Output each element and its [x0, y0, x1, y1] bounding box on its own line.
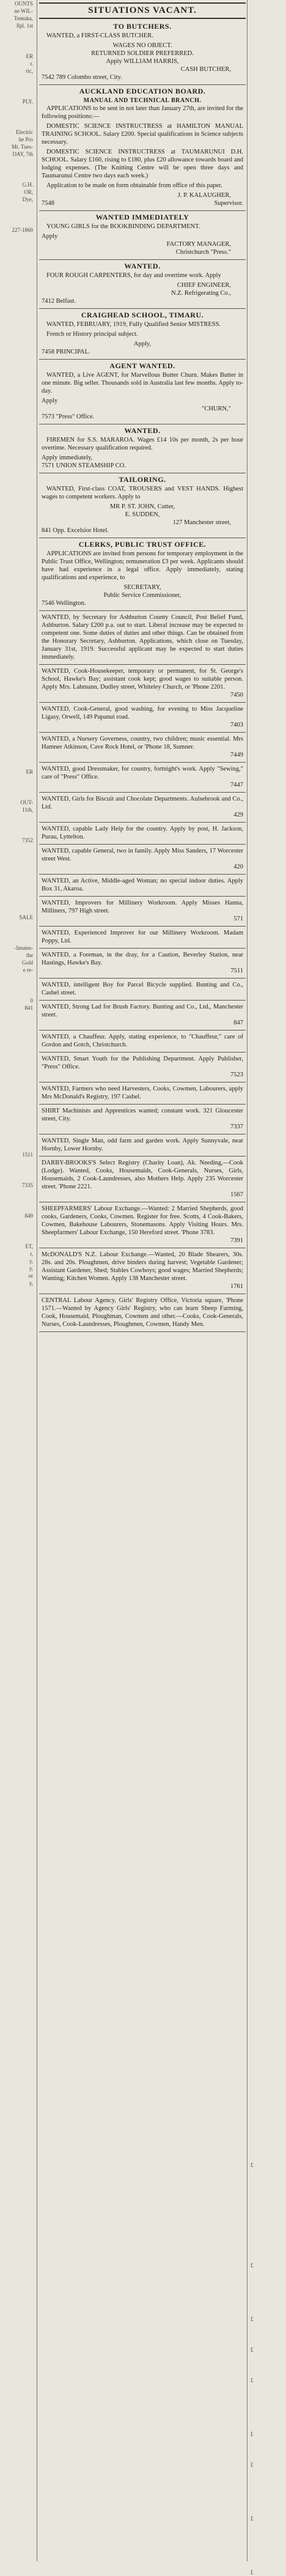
ad-line: 7412 Belfast.	[42, 298, 76, 305]
ad-line: FACTORY MANAGER,	[166, 241, 231, 248]
classified-ad	[39, 733, 246, 763]
right-margin-fragment: £	[251, 2162, 254, 2168]
right-margin-fragment: £	[251, 2462, 254, 2468]
left-margin-fragment: y,	[29, 1258, 33, 1264]
ad-line: Apply,	[133, 341, 152, 347]
ad-line: 127 Manchester street,	[172, 519, 231, 526]
classified-ad	[39, 875, 246, 897]
left-margin-fragment: y,	[29, 1265, 33, 1271]
left-margin-fragment: OR,	[24, 189, 33, 195]
ad-line: Apply	[42, 233, 58, 240]
classified-ad-ref: 429	[233, 812, 243, 818]
classified-ad-text: WANTED, capable General, two in family. Apply Miss Sanders, 17 Worcester street West.	[42, 848, 243, 862]
ad-line: 7571 UNION STEAMSHIP CO.	[42, 462, 126, 469]
classified-ad-text: WANTED, Farmers who need Harvesters, Cooks, Cowmen, Labourers, apply Mrs McDonald's Registry, 197 Cashel.	[42, 1086, 243, 1100]
classified-ad	[39, 1053, 246, 1083]
ad-paragraph: APPLICATIONS are invited from persons for temporary employment in the Public Trust Office, Wellington; remuneration £3 per week. Applicants should have had experience in a legal office. Apply immediately, stating qualifications and experience, to	[42, 550, 243, 581]
ad-agent-wanted	[39, 360, 246, 424]
ad-line: WANTED, a FIRST-CLASS BUTCHER.	[46, 32, 153, 39]
classified-ad-text: SHEEPFARMERS' Labour Exchange.—Wanted: 2 Married Shepherds, good cooks, Gardeners, Cooks, Cowmen. Register for free. Scotts, 4 Cook-Bakers, Cowmen, Bakehouse Labourers, Stonemasons. Apply Visiting Hours. Mrs. Sheepfarmers' Labour Exchange, 150 Hereford street. 'Phone 3783.	[42, 1205, 243, 1236]
classified-ad	[39, 1001, 246, 1031]
ad-paragraph: DOMESTIC SCIENCE INSTRUCTRESS at TAUMARUNUI D.H. SCHOOL. Salary £160, rising to £180, plus £20 allowance towards board and lodging expenses. (The Knitting Centre will be open three days and Taumarunui Centre two days each week.)	[42, 149, 243, 179]
classified-ad-ref: 7511	[230, 968, 243, 974]
left-margin-fragment: 7335	[22, 1182, 33, 1188]
ad-firemen	[39, 424, 246, 473]
ad-body	[42, 320, 243, 356]
left-margin-fragment: 1511	[22, 1152, 33, 1158]
classified-ad-text: WANTED, by Secretary for Ashburton County Council, Post Belief Fund, Ashburton. Salary £200 p.a. out to start. Liberal increase may be expected to competent one. Some duties of duties and other things. Can be obtained from the Honorary Secretary, Ashburton. Applications, which close on Tuesday, January 31st, 1919. Successful applicant may be expected to start duties immediately.	[42, 614, 243, 661]
right-margin-strip	[248, 0, 286, 2575]
ad-body	[42, 550, 243, 607]
left-margin-fragment: r.	[30, 61, 33, 67]
classified-ad	[39, 979, 246, 1001]
classified-ad-ref: 7403	[230, 722, 243, 728]
right-margin-fragment: £	[251, 2316, 254, 2322]
classified-ad-text: WANTED, Cook-Housekeeper, temporary or permanent, for St. George's School, Hawke's Bay; assistant cook kept; good wages to suitable person. Apply Mrs. Lahmann, Dudley street, Whiteley Church, or 'Phone 2201.	[42, 668, 243, 690]
right-margin-fragment: £	[251, 2515, 254, 2522]
classified-ad-text: CENTRAL Labour Agency, Girls' Registry Office, Victoria square, 'Phone 1571.—Wanted by Agency Girls' Registry, who can learn Sheep Farming, Cook, Housemaid, Ploughman, Cowmen and other.—Cooks, Cook-Generals, Nurses, Cook-Laundresses, Ploughmen, Cowmen, Handy Men.	[42, 1297, 243, 1328]
ad-subtitle: MANUAL AND TECHNICAL BRANCH.	[83, 97, 202, 104]
left-margin-fragment: ne WIL-	[14, 8, 33, 14]
left-margin-fragment: 0	[30, 997, 33, 1004]
classified-ad	[39, 665, 246, 703]
left-margin-fragment: r,	[30, 1251, 33, 1257]
ad-signature-role: Supervisor.	[214, 200, 243, 207]
left-margin-fragment: DAY, 7th	[12, 151, 33, 157]
classified-ad-ref: 571	[233, 916, 243, 922]
left-margin-fragment: G.H.	[22, 182, 33, 188]
classified-ad	[39, 611, 246, 665]
classified-ad	[39, 823, 246, 845]
classified-ad	[39, 949, 246, 979]
ad-body	[42, 105, 243, 190]
classified-ad-text: WANTED, a Foreman, in the dray, for a Caution, Beverley Station, near Hastings, Hawke's Bay.	[42, 952, 243, 966]
left-margin-fragment: OUT-	[20, 799, 33, 805]
left-margin-fragment: Mt. Tues-	[11, 144, 33, 150]
classified-ad	[39, 703, 246, 733]
left-margin-fragment: ER	[26, 53, 33, 59]
ad-line: 7458 PRINCIPAL.	[42, 349, 90, 355]
ad-line: French or History principal subject.	[46, 331, 138, 338]
situations-vacant-column	[39, 0, 246, 2561]
left-margin-fragment: SALE	[19, 914, 33, 920]
classified-ad-text: SHIRT Machinists and Apprentices wanted; constant work. 321 Gloucester street, City.	[42, 1108, 243, 1122]
ad-paragraph: DOMESTIC SCIENCE INSTRUCTRESS at HAMILTON MANUAL TRAINING SCHOOL. Salary £200. Special qualifications in Science subjects necessary.	[42, 123, 243, 146]
classified-smalls	[39, 611, 246, 1332]
ad-bookbinding	[39, 211, 246, 260]
classified-ad-text: WANTED, a Nursery Governess, country, two children; music essential. Mrs Hamner Atkinson, Cave Rock Hotel, or 'Phone 18, Sumner.	[42, 736, 243, 750]
classified-ad-ref: 420	[233, 864, 243, 870]
ad-line: Apply	[42, 398, 58, 404]
ad-line: Public Service Commissioner,	[103, 592, 182, 599]
classified-ad-ref: 7449	[230, 752, 243, 758]
ad-paragraph: Application to be made on form obtainable from office of this paper.	[46, 182, 222, 189]
classified-ad	[39, 1105, 246, 1134]
ad-title: CLERKS, PUBLIC TRUST OFFICE.	[78, 540, 207, 549]
left-margin-fragment: the	[26, 952, 33, 958]
ad-body	[42, 223, 243, 256]
classified-ad-text: WANTED, an Active, Middle-aged Woman; no special indoor duties. Apply Box 31, Akaroa.	[42, 878, 243, 892]
ad-to-butchers	[39, 20, 246, 85]
left-margin-fragment: ER	[26, 769, 33, 775]
ad-title: WANTED.	[124, 426, 161, 435]
ad-line: Apply immediately,	[42, 454, 93, 461]
left-margin-fragment: he Pro	[18, 136, 33, 142]
ad-public-trust-office	[39, 538, 246, 611]
ad-line: E. SUDDEN,	[125, 511, 160, 518]
left-margin-fragment: ric,	[26, 68, 33, 74]
ad-line: 7546 Wellington.	[42, 600, 86, 607]
left-margin-fragment: y,	[29, 1280, 33, 1286]
ad-signature	[42, 199, 243, 207]
classified-ad	[39, 1134, 246, 1157]
left-margin-fragment: 11th,	[22, 807, 33, 813]
classified-ad-ref: 1761	[230, 1283, 243, 1290]
classified-ad-text: WANTED, Experienced Improver for our Millinery Workroom. Madam Poppy, Ltd.	[42, 930, 243, 944]
ad-line: 7542 789 Colombo street, City.	[42, 74, 122, 81]
classified-ad-text: DARBY-BROOKS'S Select Registry (Charity Loan), Ak. Needing,—Cook (Lodge). Wanted, Cooks, Housemaids, Cook-Generals, Nurses, Girls, Housemaids, 2 Cook-Laundresses, also Mothers Help. Apply 235 Worcester street. 'Phone 2221.	[42, 1160, 243, 1190]
left-margin-fragment: 7352	[22, 837, 33, 843]
classified-ad	[39, 1083, 246, 1105]
ad-carpenters	[39, 260, 246, 309]
ad-body	[42, 485, 243, 535]
ad-line: YOUNG GIRLS for the BOOKBINDING DEPARTMENT.	[46, 223, 200, 230]
ad-line: MR P. ST. JOHN, Cutter,	[109, 503, 175, 510]
classified-ad-text: WANTED, Cook-General, good washing, for evening to Miss Jacqueline Ligasy, Orwell, 149 Papanui road.	[42, 706, 243, 720]
left-margin-fragment: Temuka,	[13, 15, 33, 21]
classified-ad	[39, 1294, 246, 1332]
classified-ad-text: WANTED, Strong Lad for Brush Factory. Bunting and Co., Ltd., Manchester street.	[42, 1004, 243, 1018]
left-margin-fragment: e re-	[23, 967, 33, 973]
right-margin-fragment: £	[251, 2569, 254, 2575]
left-margin-fragment: Dye,	[22, 196, 33, 202]
classified-ad-ref: 7523	[230, 1071, 243, 1078]
classified-ad-text: WANTED, Improvers for Millinery Workroom. Apply Misses Hanna, Milliners, 797 High street.	[42, 900, 243, 914]
left-margin-fragment: OUNTS	[14, 1, 33, 7]
classified-ad-ref: 1567	[230, 1191, 243, 1198]
ad-line: 841 Opp. Excelsior Hotel.	[42, 527, 109, 534]
ad-line: N.Z. Refrigerating Co.,	[171, 290, 231, 297]
ad-title: TO BUTCHERS.	[113, 22, 172, 31]
ad-line: FIREMEN for S.S. MARAROA. Wages £14 10s per month, 2s per hour overtime. Necessary qualification required.	[42, 437, 243, 451]
classified-ad	[39, 927, 246, 949]
classified-ad	[39, 1202, 246, 1248]
classified-ad	[39, 845, 246, 875]
ad-line: WANTED, First-class COAT, TROUSERS and VEST HANDS. Highest wages to competent workers. Apply to	[42, 486, 243, 500]
ad-line: SECRETARY,	[123, 584, 161, 591]
ad-line: CHIEF ENGINEER,	[177, 282, 231, 289]
classified-ad-text: WANTED, Smart Youth for the Publishing Department. Apply Publisher, "Press" Office.	[42, 1056, 243, 1070]
ad-auckland-education-board	[39, 85, 246, 211]
classified-ad	[39, 1157, 246, 1202]
left-margin-fragment: 849	[24, 1213, 33, 1219]
classified-ad-text: WANTED, capable Lady Help for the country. Apply by post, H. Jackson, Purau, Lyttelton.	[42, 826, 243, 840]
ad-paragraph: APPLICATIONS to be sent in not later than January 27th, are invited for the following positions:—	[42, 105, 243, 120]
left-margin-fragment: or	[28, 1273, 33, 1279]
left-margin-fragment: -lieuten-	[14, 945, 33, 951]
right-margin-fragment: £	[251, 2262, 254, 2268]
classified-ad-ref: 7447	[230, 782, 243, 788]
ad-ref: 7548	[42, 200, 54, 207]
ad-line: CASH BUTCHER,	[180, 66, 231, 73]
ad-line: RETURNED SOLDIER PREFERRED.	[91, 50, 194, 57]
ad-title: AUCKLAND EDUCATION BOARD.	[79, 87, 206, 95]
left-margin-fragment: ET,	[25, 1243, 33, 1249]
classified-ad-ref: 7450	[230, 692, 243, 698]
classified-ad-ref: 7391	[230, 1237, 243, 1244]
ad-body	[42, 371, 243, 421]
right-margin-fragment: £	[251, 2431, 254, 2437]
section-title: SITUATIONS VACANT.	[39, 2, 246, 19]
ad-title: TAILORING.	[119, 475, 166, 484]
classified-ad-text: McDONALD'S N.Z. Labour Exchange.—Wanted, 20 Blade Shearers, 30s. 28s. and 20s. Ploughmen, drive binders during harvest; Vegetable Gardener; Assistant Gardener, Shed; Stables Cowboys; good wages; Married Shepherds; Wanting; Kitchen Women. Apply 138 Manchester street.	[42, 1251, 243, 1282]
ad-body	[42, 436, 243, 470]
ad-line: WANTED, FEBRUARY, 1919, Fully Qualified Senior MISTRESS.	[46, 321, 221, 328]
right-margin-fragment: £	[251, 2377, 254, 2383]
classified-ad-text: WANTED, Single Man, odd farm and garden work. Apply Sunnyvale, near Hornby, Lower Hornby.	[42, 1138, 243, 1152]
left-margin-fragment: 227-1860	[12, 227, 33, 233]
ad-title: CRAIGHEAD SCHOOL, TIMARU.	[81, 311, 204, 319]
ad-line: "CHURN,"	[202, 405, 231, 412]
ad-line: FOUR ROUGH CARPENTERS, for day and overtime work. Apply	[46, 272, 221, 279]
classified-ad	[39, 1031, 246, 1053]
classified-ad-ref: 847	[233, 1020, 243, 1026]
ad-title: WANTED.	[124, 262, 161, 270]
ad-line: Apply WILLIAM HARRIS,	[106, 58, 179, 65]
ad-line: Christchurch "Press."	[175, 249, 231, 256]
right-column-rule	[247, 0, 248, 2561]
ad-craighead-school	[39, 309, 246, 360]
ad-line: WANTED, a Live AGENT, for Marvellous Butter Churn. Makes Butter in one minute. Big seller. Thousands sold in Australia last few months. Apply to-day.	[42, 372, 243, 394]
classified-ad	[39, 1248, 246, 1294]
left-margin-fragment: Gold	[22, 960, 33, 966]
ad-title: AGENT WANTED.	[109, 361, 175, 370]
ad-line: WAGES NO OBJECT.	[112, 42, 172, 49]
ad-body	[42, 272, 243, 305]
ad-title: WANTED IMMEDIATELY	[95, 213, 189, 221]
left-margin-fragment: 841	[24, 1005, 33, 1011]
ad-body	[42, 32, 243, 81]
left-margin-strip	[0, 0, 35, 2561]
left-margin-fragment: PLY.	[22, 98, 33, 105]
classified-ad-text: WANTED, intelligent Boy for Parcel Bicycle supplied. Bunting and Co., Cashel street.	[42, 982, 243, 996]
ad-signature-name: J. P. KALAUGHER,	[177, 192, 231, 199]
classified-ad	[39, 793, 246, 823]
classified-ad	[39, 897, 246, 927]
ad-line: 7573 "Press" Office.	[42, 413, 95, 420]
classified-ad-text: WANTED, Girls for Biscuit and Chocolate Departments. Aulsebrook and Co., Ltd.	[42, 796, 243, 810]
ad-tailoring	[39, 473, 246, 538]
classified-ad	[39, 763, 246, 793]
right-margin-fragment: £	[251, 2347, 254, 2353]
classified-ad-text: WANTED, good Dressmaker, for country, fortnight's work. Apply "Sewing," care of "Press" Office.	[42, 766, 243, 780]
left-margin-fragment: Electric	[16, 129, 33, 135]
left-margin-fragment: llpl. 1st	[16, 23, 33, 29]
classified-ad-text: WANTED, a Chauffeur. Apply, stating experience, to "Chauffeur," care of Gordon and Gotch, Christchurch.	[42, 1034, 243, 1048]
classified-ad-ref: 7337	[230, 1123, 243, 1130]
